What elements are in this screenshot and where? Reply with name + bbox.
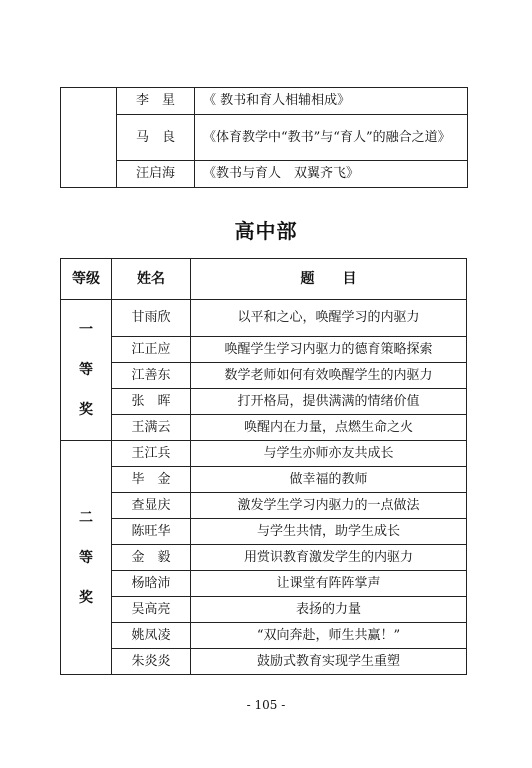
table-row xyxy=(61,389,467,415)
teacher-name: 王江兵 xyxy=(112,441,191,467)
table-row xyxy=(61,441,467,467)
essay-title: 唤醒学生学习内驱力的德育策略探索 xyxy=(191,337,467,363)
table-row xyxy=(61,415,467,441)
continued-award-table xyxy=(60,87,468,188)
table-row xyxy=(61,623,467,649)
essay-title: 与学生共情，助学生成长 xyxy=(191,519,467,545)
table-row xyxy=(61,161,468,188)
essay-title: 《教书与育人 双翼齐飞》 xyxy=(195,161,468,188)
essay-title: 唤醒内在力量，点燃生命之火 xyxy=(191,415,467,441)
essay-title: “双向奔赴，师生共赢！” xyxy=(191,623,467,649)
table-row xyxy=(61,519,467,545)
teacher-name: 甘雨欣 xyxy=(112,300,191,337)
level-label: 二等奖 xyxy=(79,509,93,606)
essay-title: 做幸福的教师 xyxy=(191,467,467,493)
teacher-name: 马 良 xyxy=(117,115,195,161)
essay-title: 与学生亦师亦友共成长 xyxy=(191,441,467,467)
table-row xyxy=(61,649,467,675)
award-table xyxy=(60,258,467,675)
table-row xyxy=(61,363,467,389)
table-row xyxy=(61,88,468,115)
teacher-name: 江正应 xyxy=(112,337,191,363)
teacher-name: 江善东 xyxy=(112,363,191,389)
header-level: 等级 xyxy=(61,259,112,300)
level-cell-first-prize xyxy=(61,300,112,441)
essay-title: 《 教书和育人相辅相成》 xyxy=(195,88,468,115)
table-row xyxy=(61,571,467,597)
teacher-name: 查显庆 xyxy=(112,493,191,519)
table-header-row xyxy=(61,259,467,300)
table-row xyxy=(61,467,467,493)
level-cell xyxy=(61,88,117,188)
teacher-name: 陈旺华 xyxy=(112,519,191,545)
essay-title: 数学老师如何有效唤醒学生的内驱力 xyxy=(191,363,467,389)
table-row xyxy=(61,337,467,363)
essay-title: 打开格局，提供满满的情绪价值 xyxy=(191,389,467,415)
page-number: - 105 - xyxy=(246,698,286,712)
table-row xyxy=(61,300,467,337)
level-label: 一等奖 xyxy=(79,322,93,418)
teacher-name: 李 星 xyxy=(117,88,195,115)
teacher-name: 吴高亮 xyxy=(112,597,191,623)
teacher-name: 王满云 xyxy=(112,415,191,441)
section-title: 高中部 xyxy=(234,219,298,243)
level-cell-second-prize xyxy=(61,441,112,675)
header-title: 题 目 xyxy=(191,259,467,300)
teacher-name: 张 晖 xyxy=(112,389,191,415)
essay-title: 表扬的力量 xyxy=(191,597,467,623)
essay-title: 《体育教学中“教书”与“育人”的融合之道》 xyxy=(195,115,468,161)
teacher-name: 姚凤凌 xyxy=(112,623,191,649)
essay-title: 用赏识教育激发学生的内驱力 xyxy=(191,545,467,571)
table-row xyxy=(61,545,467,571)
teacher-name: 毕 金 xyxy=(112,467,191,493)
essay-title: 激发学生学习内驱力的一点做法 xyxy=(191,493,467,519)
teacher-name: 汪启海 xyxy=(117,161,195,188)
table-row xyxy=(61,597,467,623)
table-row xyxy=(61,115,468,161)
header-name: 姓名 xyxy=(112,259,191,300)
essay-title: 鼓励式教育实现学生重塑 xyxy=(191,649,467,675)
essay-title: 让课堂有阵阵掌声 xyxy=(191,571,467,597)
teacher-name: 杨晗沛 xyxy=(112,571,191,597)
teacher-name: 朱炎炎 xyxy=(112,649,191,675)
teacher-name: 金 毅 xyxy=(112,545,191,571)
table-row xyxy=(61,493,467,519)
essay-title: 以平和之心，唤醒学习的内驱力 xyxy=(191,300,467,337)
